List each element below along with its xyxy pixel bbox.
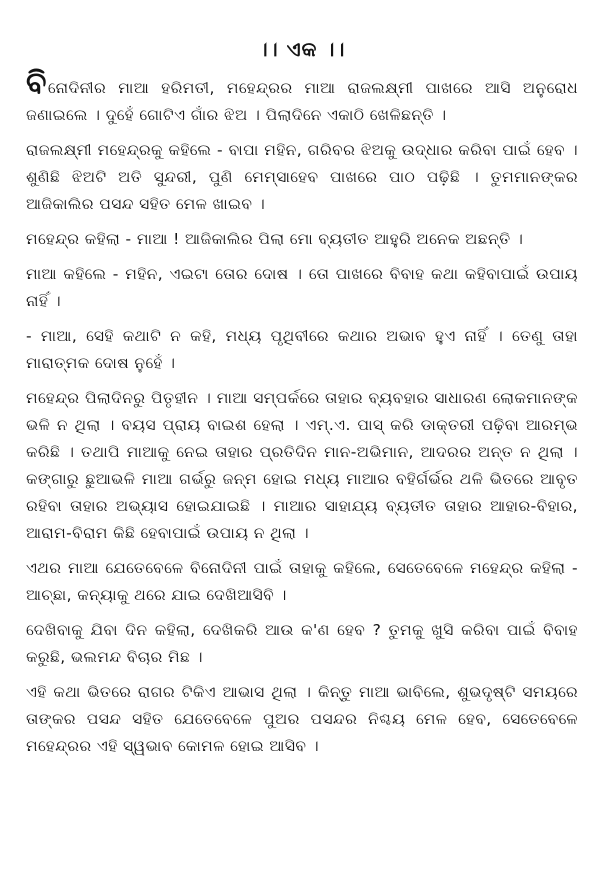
paragraph-1 — [26, 66, 578, 129]
drop-cap: ବି — [26, 66, 47, 101]
paragraph-3: ମହେନ୍ଦ୍ର କହିଲା - ମାଆ ! ଆଜିକାଲିର ପିଲା ମୋ ବ୍ୟତୀତ ଆହୁରି ଅନେକ ଅଛନ୍ତି । — [26, 230, 524, 248]
paragraph-5: - ମାଆ, ସେହି କଥାଟି ନ କହି, ମଧ୍ୟ ପୃଥିବୀରେ କଥାର ଅଭାବ ହୁଏ ନାହିଁ । ତେଣୁ ତାହା ମାରାତ୍ମକ ଦୋଷ ନୁହେଁ । — [26, 327, 578, 372]
paragraph-6: ମହେନ୍ଦ୍ର ପିଲାଦିନରୁ ପିତୃହୀନ । ମାଆ ସମ୍ପର୍କରେ ତାହାର ବ୍ୟବହାର ସାଧାରଣ ଲୋକମାନଙ୍କ ଭଳି ନ ଥିଲା । ବୟସ ପ୍ରାୟ ବାଇଶ ହେଲା । ଏମ୍‌.ଏ. ପାସ୍‌ କରି ଡାକ୍ତରୀ ପଢ଼ିବା ଆରମ୍ଭ କରିଛି । ତଥାପି ମାଆକୁ ନେଇ ତାହାର ପ୍ରତିଦିନ ମାନ-ଅଭିମାନ, ଆଦରର ଅନ୍ତ ନ ଥିଲା । କଙ୍ଗାରୁ ଛୁଆଭଳି ମାଆ ଗର୍ଭରୁ ଜନ୍ମ ହୋଇ ମଧ୍ୟ ମାଆର ବହିର୍ଗର୍ଭର ଥଳି ଭିତରେ ଆବୃତ ରହିବା ତାହାର ଅଭ୍ୟାସ ହୋଇଯାଇଛି । ମାଆର ସାହାଯ୍ୟ ବ୍ୟତୀତ ତାହାର ଆହାର-ବିହାର, ଆରାମ-ବିରାମ କିଛି ହେବାପାଇଁ ଉପାୟ ନ ଥିଲା । — [26, 389, 578, 542]
paragraph-1-text: ନୋଦିନୀର ମାଆ ହରିମତୀ, ମହେନ୍ଦ୍ରର ମାଆ ରାଜଲକ୍ଷ୍ମୀ ପାଖରେ ଆସି ଅନୁରୋଧ ଜଣାଇଲେ । ଦୁହେଁ ଗୋଟିଏ ଗାଁର ଝିଅ । ପିଲାଦିନେ ଏକାଠି ଖେଳିଛନ୍ତି । — [26, 79, 578, 124]
paragraph-9: ଏହି କଥା ଭିତରେ ରାଗର ଟିକିଏ ଆଭାସ ଥିଲା । କିନ୍ତୁ ମାଆ ଭାବିଲେ, ଶୁଭଦୃଷ୍ଟି ସମୟରେ ତାଙ୍କର ପସନ୍ଦ ସହିତ ଯେତେବେଳେ ପୁଅର ପସନ୍ଦର ନିଶ୍ଚୟ ମେଳ ହେବ, ସେତେବେଳେ ମହେନ୍ଦ୍ରର ଏହି ସ୍ୱଭାବ କୋମଳ ହୋଇ ଆସିବ । — [26, 683, 578, 755]
chapter-title: ।। ଏକ ।। — [258, 37, 346, 61]
paragraph-8: ଦେଖିବାକୁ ଯିବା ଦିନ କହିଲା, ଦେଖିକରି ଆଉ କ'ଣ ହେବ ? ତୁମକୁ ଖୁସି କରିବା ପାଇଁ ବିବାହ କରୁଛି, ଭଲମନ୍ଦ ବିଚାର ମିଛ । — [26, 621, 578, 666]
paragraph-7: ଏଥର ମାଆ ଯେତେବେଳେ ବିନୋଦିନୀ ପାଇଁ ତାହାକୁ କହିଲେ, ସେତେବେଳେ ମହେନ୍ଦ୍ର କହିଲା - ଆଚ୍ଛା, କନ୍ୟାକୁ ଥରେ ଯାଇ ଦେଖିଆସିବି । — [26, 559, 578, 604]
paragraph-4: ମାଆ କହିଲେ - ମହିନ, ଏଇଟା ତୋର ଦୋଷ । ତୋ ପାଖରେ ବିବାହ କଥା କହିବାପାଇଁ ଉପାୟ ନାହିଁ । — [26, 265, 578, 310]
paragraph-2: ରାଜଲକ୍ଷ୍ମୀ ମହେନ୍ଦ୍ରକୁ କହିଲେ - ବାପା ମହିନ, ଗରିବର ଝିଅକୁ ଉଦ୍ଧାର କରିବା ପାଇଁ ହେବ । ଶୁଣିଛି ଝିଅଟି ଅତି ସୁନ୍ଦରୀ, ପୁଣି ମେମ୍‌ସାହେବ ପାଖରେ ପାଠ ପଢ଼ିଛି । ତୁମମାନଙ୍କର ଆଜିକାଲିର ପସନ୍ଦ ସହିତ ମେଳ ଖାଇବ । — [26, 141, 578, 213]
